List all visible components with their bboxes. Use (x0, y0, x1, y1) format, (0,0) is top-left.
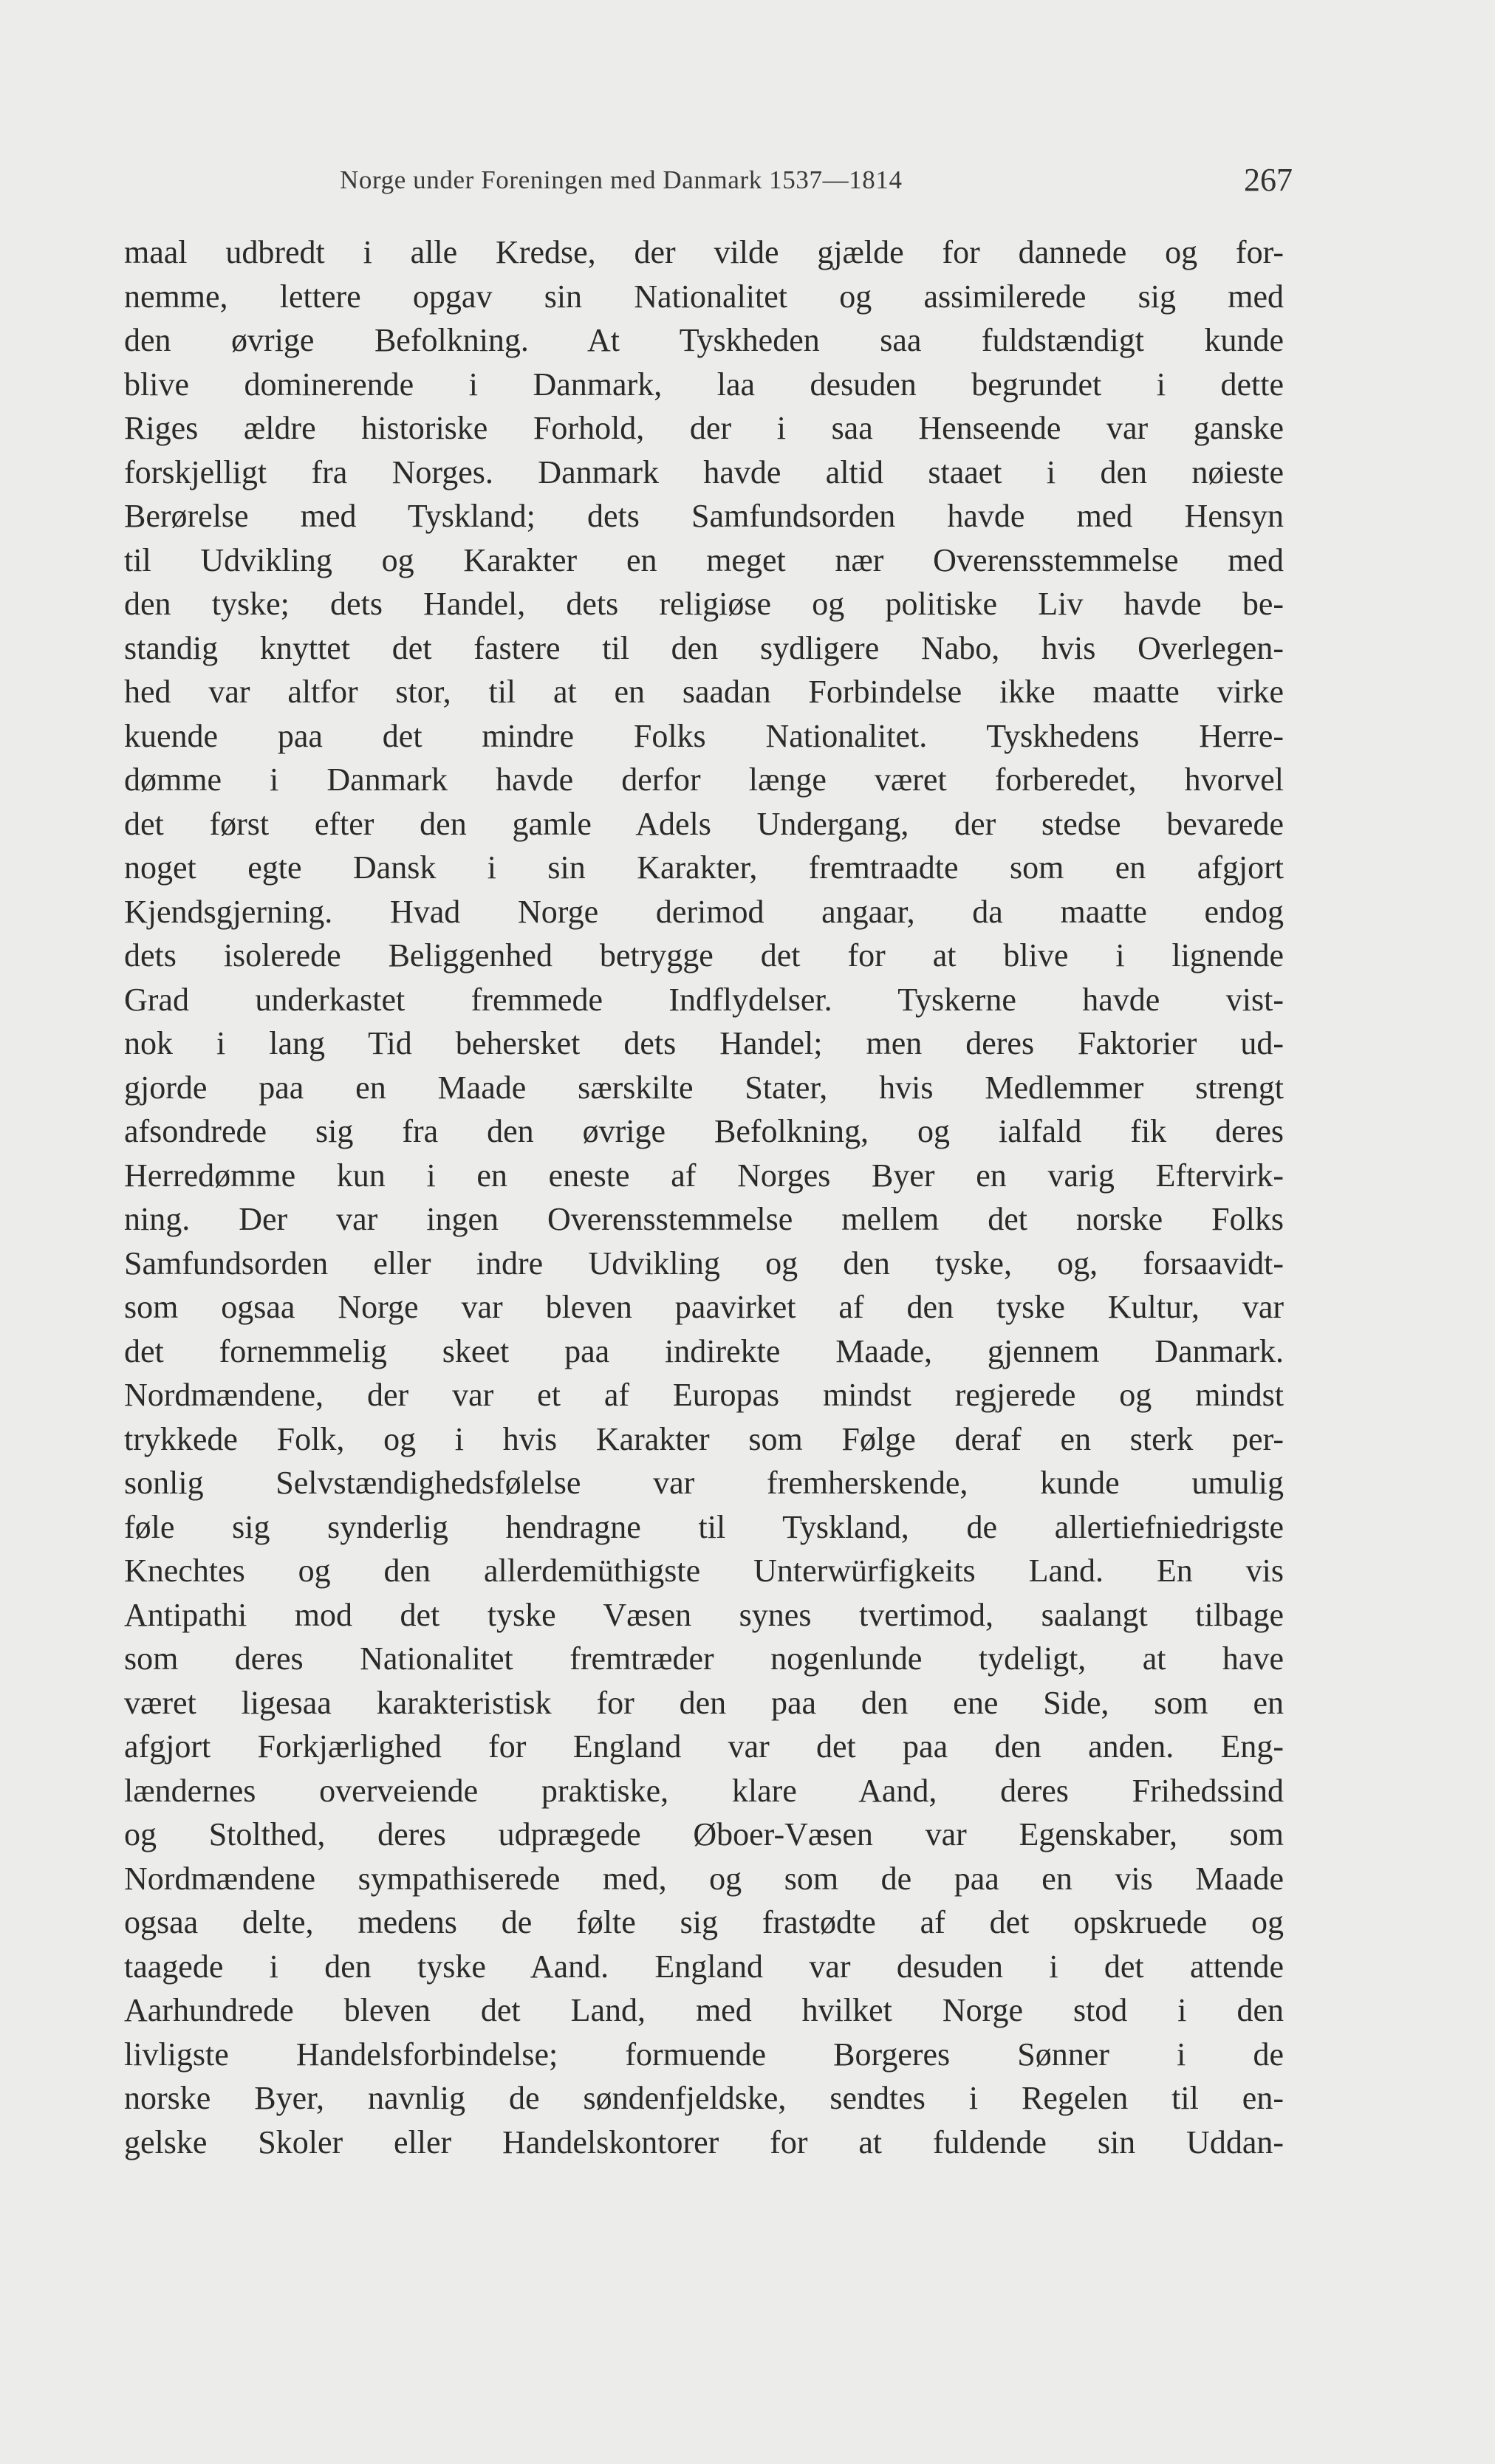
text-line: Nordmændene, der var et af Europas mindst regjerede og mindst (124, 1377, 1284, 1413)
text-line: trykkede Folk, og i hvis Karakter som Følge deraf en sterk per- (124, 1420, 1284, 1457)
text-line: været ligesaa karakteristisk for den paa den ene Side, som en (124, 1684, 1284, 1721)
text-line: hed var altfor stor, til at en saadan Forbindelse ikke maatte virke (124, 674, 1284, 710)
text-line: nok i lang Tid behersket dets Handel; men deres Faktorier ud- (124, 1025, 1284, 1061)
text-line: føle sig synderlig hendragne til Tyskland, de allertiefniedrigste (124, 1508, 1284, 1545)
text-line: som ogsaa Norge var bleven paavirket af den tyske Kultur, var (124, 1289, 1284, 1325)
text-line: Herredømme kun i en eneste af Norges Byer en varig Eftervirk- (124, 1157, 1284, 1194)
text-line: forskjelligt fra Norges. Danmark havde altid staaet i den nøieste (124, 454, 1284, 490)
text-line: nemme, lettere opgav sin Nationalitet og assimilerede sig med (124, 278, 1284, 315)
text-line: til Udvikling og Karakter en meget nær Overensstemmelse med (124, 541, 1284, 578)
text-line: som deres Nationalitet fremtræder nogenlunde tydeligt, at have (124, 1640, 1284, 1677)
body-text (124, 230, 1284, 2164)
text-line: livligste Handelsforbindelse; formuende Borgeres Sønner i de (124, 2036, 1284, 2073)
page-number: 267 (1244, 162, 1293, 198)
running-head: Norge under Foreningen med Danmark 1537—1814 (340, 165, 903, 194)
text-line: standig knyttet det fastere til den sydligere Nabo, hvis Overlegen- (124, 629, 1284, 666)
text-line: dets isolerede Beliggenhed betrygge det for at blive i lignende (124, 937, 1284, 973)
text-line: Grad underkastet fremmede Indflydelser. Tyskerne havde vist- (124, 981, 1284, 1018)
text-line: kuende paa det mindre Folks Nationalitet. Tyskhedens Herre- (124, 717, 1284, 754)
text-line: ogsaa delte, medens de følte sig frastødte af det opskruede og (124, 1904, 1284, 1940)
text-line: dømme i Danmark havde derfor længe været forberedet, hvorvel (124, 762, 1284, 798)
text-line: den øvrige Befolkning. At Tyskheden saa fuldstændigt kunde (124, 322, 1284, 358)
text-line: den tyske; dets Handel, dets religiøse og politiske Liv havde be- (124, 586, 1284, 622)
text-line: Aarhundrede bleven det Land, med hvilket Norge stod i den (124, 1992, 1284, 2028)
text-line: afsondrede sig fra den øvrige Befolkning, og ialfald fik deres (124, 1113, 1284, 1149)
text-line: Knechtes og den allerdemüthigste Unterwürfigkeits Land. En vis (124, 1553, 1284, 1589)
text-line: Samfundsorden eller indre Udvikling og den tyske, og, forsaavidt- (124, 1245, 1284, 1281)
text-line: noget egte Dansk i sin Karakter, fremtraadte som en afgjort (124, 849, 1284, 886)
text-line: norske Byer, navnlig de søndenfjeldske, sendtes i Regelen til en- (124, 2080, 1284, 2116)
text-line: Kjendsgjerning. Hvad Norge derimod angaar, da maatte endog (124, 893, 1284, 930)
text-line: og Stolthed, deres udprægede Øboer-Væsen var Egenskaber, som (124, 1816, 1284, 1852)
text-line: taagede i den tyske Aand. England var desuden i det attende (124, 1948, 1284, 1985)
text-line: Nordmændene sympathiserede med, og som de paa en vis Maade (124, 1860, 1284, 1897)
text-line: gelske Skoler eller Handelskontorer for at fuldende sin Uddan- (124, 2124, 1284, 2160)
text-line: Antipathi mod det tyske Væsen synes tvertimod, saalangt tilbage (124, 1596, 1284, 1633)
text-line: maal udbredt i alle Kredse, der vilde gjælde for dannede og for- (124, 234, 1284, 270)
text-line: blive dominerende i Danmark, laa desuden begrundet i dette (124, 366, 1284, 403)
text-line: det først efter den gamle Adels Undergang, der stedse bevarede (124, 805, 1284, 842)
text-line: Riges ældre historiske Forhold, der i saa Henseende var ganske (124, 410, 1284, 446)
text-line: sonlig Selvstændighedsfølelse var fremherskende, kunde umulig (124, 1465, 1284, 1501)
text-line: Berørelse med Tyskland; dets Samfundsorden havde med Hensyn (124, 498, 1284, 534)
text-line: lændernes overveiende praktiske, klare Aand, deres Frihedssind (124, 1772, 1284, 1809)
text-line: gjorde paa en Maade særskilte Stater, hvis Medlemmer strengt (124, 1069, 1284, 1106)
text-line: afgjort Forkjærlighed for England var det paa den anden. Eng- (124, 1728, 1284, 1765)
text-line: ning. Der var ingen Overensstemmelse mellem det norske Folks (124, 1201, 1284, 1237)
text-line: det fornemmelig skeet paa indirekte Maade, gjennem Danmark. (124, 1332, 1284, 1369)
page-header (126, 161, 1293, 205)
